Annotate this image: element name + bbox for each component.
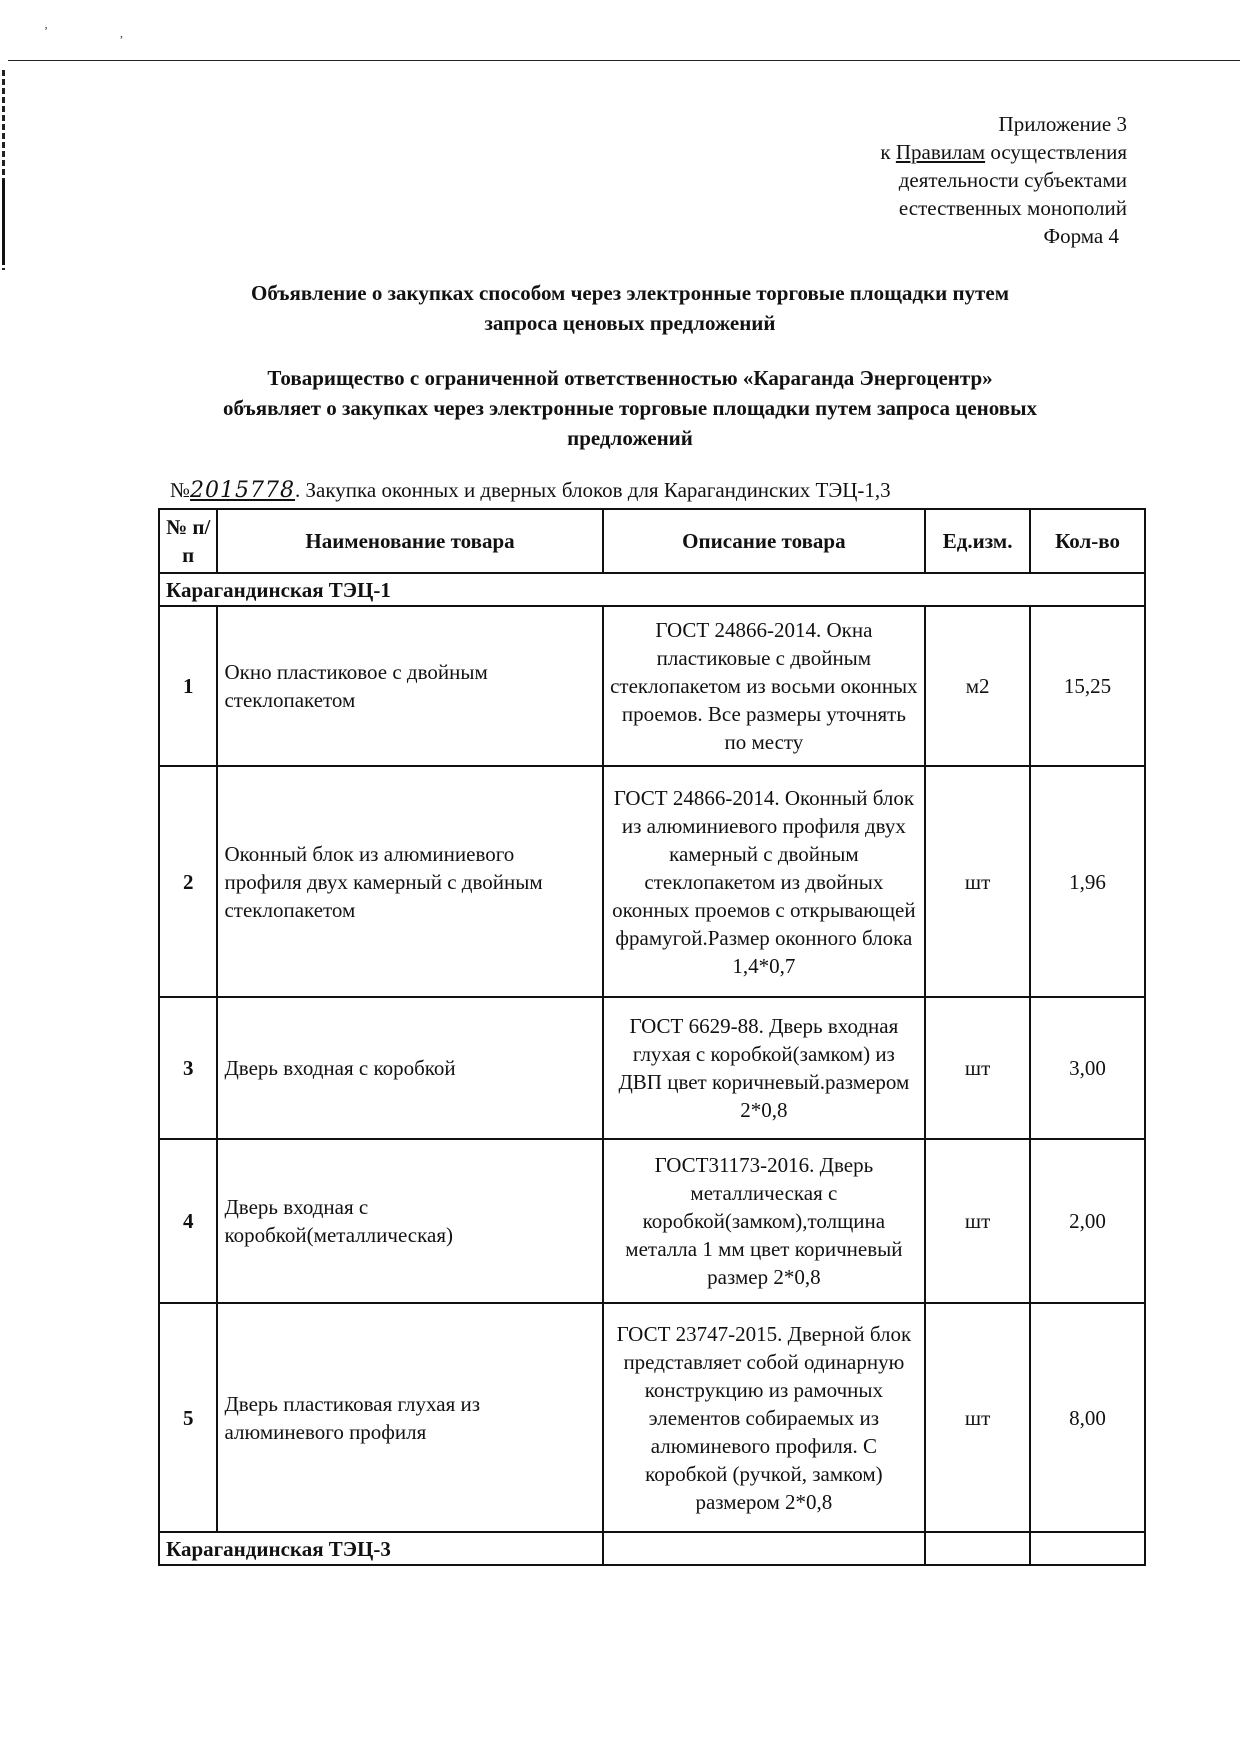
empty-cell <box>925 1532 1030 1565</box>
appendix-line: естественных монополий <box>898 196 1127 220</box>
lot-title: . Закупка оконных и дверных блоков для Карагандинских ТЭЦ-1,3 <box>295 478 891 502</box>
scan-speck: , <box>120 26 123 40</box>
cell-name: Оконный блок из алюминиевого профиля двух камерный с двойным стеклопакетом <box>217 766 602 997</box>
cell-qty: 3,00 <box>1030 997 1145 1139</box>
cell-no: 2 <box>159 766 217 997</box>
lot-number: 2015778 <box>190 478 296 503</box>
organizer-statement: Товарищество с ограниченной ответственностью «Караганда Энергоцентр» объявляет о закупках через электронные торговые площадки путем запроса ценовых предложений <box>223 366 1037 450</box>
appendix-line: к Правилам осуществления <box>880 140 1127 164</box>
document-title: Объявление о закупках способом через электронные торговые площадки путем запроса ценовых предложений <box>251 281 1009 335</box>
cell-qty: 1,96 <box>1030 766 1145 997</box>
cell-name: Дверь входная с коробкой(металлическая) <box>217 1139 602 1303</box>
cell-unit: м2 <box>925 606 1030 766</box>
cell-qty: 8,00 <box>1030 1303 1145 1532</box>
cell-desc: ГОСТ 6629-88. Дверь входная глухая с коробкой(замком) из ДВП цвет коричневый.размером 2*0,8 <box>603 997 926 1139</box>
header-qty: Кол-во <box>1030 509 1145 573</box>
appendix-block <box>880 110 1127 250</box>
cell-no: 3 <box>159 997 217 1139</box>
cell-qty: 2,00 <box>1030 1139 1145 1303</box>
group-label: Карагандинская ТЭЦ-1 <box>159 573 1145 606</box>
cell-no: 4 <box>159 1139 217 1303</box>
cell-desc: ГОСТ31173-2016. Дверь металлическая с коробкой(замком),толщина металла 1 мм цвет коричневый размер 2*0,8 <box>603 1139 926 1303</box>
cell-unit: шт <box>925 997 1030 1139</box>
cell-desc: ГОСТ 24866-2014. Окна пластиковые с двойным стеклопакетом из восьми оконных проемов. Все размеры уточнять по месту <box>603 606 926 766</box>
table-row <box>159 997 1145 1139</box>
cell-no: 1 <box>159 606 217 766</box>
table-row <box>159 606 1145 766</box>
table-row <box>159 1139 1145 1303</box>
table-row <box>159 1303 1145 1532</box>
items-table <box>158 508 1146 1566</box>
scan-speck: ʼ <box>44 24 48 38</box>
empty-cell <box>1030 1532 1145 1565</box>
cell-desc: ГОСТ 23747-2015. Дверной блок представляет собой одинарную конструкцию из рамочных элементов собираемых из алюминевого профиля. С коробкой (ручкой, замком) размером 2*0,8 <box>603 1303 926 1532</box>
cell-qty: 15,25 <box>1030 606 1145 766</box>
scan-margin-mark-solid <box>2 180 5 265</box>
form-number: Форма 4 <box>1043 224 1119 248</box>
table-row <box>159 766 1145 997</box>
appendix-line: Приложение 3 <box>998 112 1127 136</box>
scan-top-rule <box>8 60 1240 61</box>
group-row <box>159 1532 1145 1565</box>
cell-unit: шт <box>925 1139 1030 1303</box>
empty-cell <box>603 1532 926 1565</box>
header-no: № п/п <box>159 509 217 573</box>
number-sign: № <box>170 478 191 502</box>
rules-link[interactable]: Правилам <box>895 140 986 164</box>
lot-line <box>170 478 891 503</box>
cell-unit: шт <box>925 1303 1030 1532</box>
cell-name: Дверь пластиковая глухая из алюминевого профиля <box>217 1303 602 1532</box>
cell-name: Окно пластиковое с двойным стеклопакетом <box>217 606 602 766</box>
group-row <box>159 573 1145 606</box>
cell-desc: ГОСТ 24866-2014. Оконный блок из алюминиевого профиля двух камерный с двойным стеклопакетом из двойных оконных проемов с открывающей фрамугой.Размер оконного блока 1,4*0,7 <box>603 766 926 997</box>
header-unit: Ед.изм. <box>925 509 1030 573</box>
header-name: Наименование товара <box>217 509 602 573</box>
table-header-row <box>159 509 1145 573</box>
appendix-line: деятельности субъектами <box>898 168 1127 192</box>
cell-no: 5 <box>159 1303 217 1532</box>
cell-unit: шт <box>925 766 1030 997</box>
group-label: Карагандинская ТЭЦ-3 <box>159 1532 603 1565</box>
header-desc: Описание товара <box>603 509 926 573</box>
cell-name: Дверь входная с коробкой <box>217 997 602 1139</box>
